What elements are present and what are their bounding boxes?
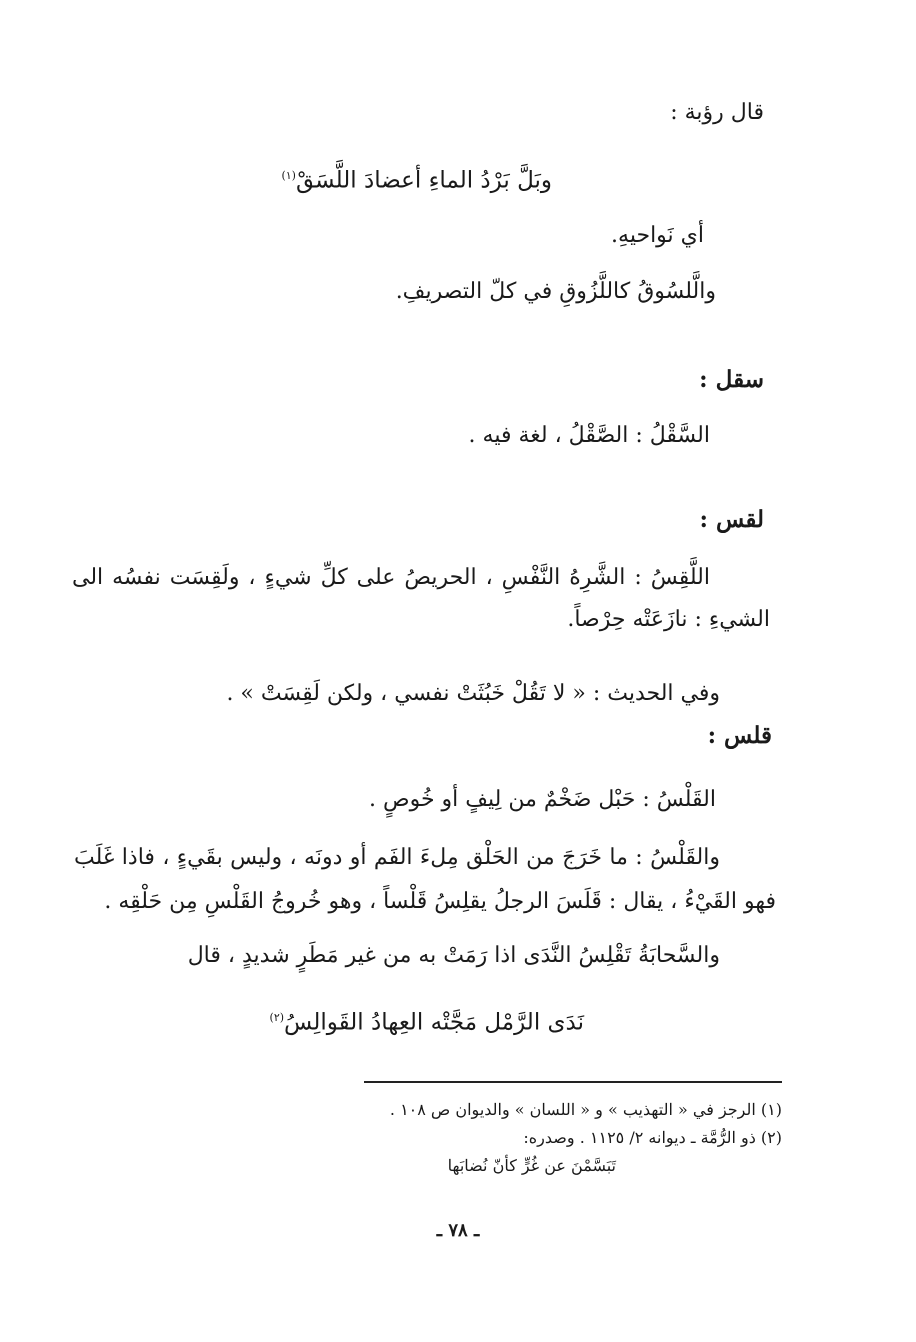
page-number: ـ ٧٨ ـ: [436, 1220, 480, 1241]
footnote-divider: [364, 1081, 782, 1083]
text-line: القَلْسُ : حَبْل ضَخْمٌ من لِيفٍ أو خُوصٍ .: [369, 787, 716, 812]
footnote-verse: تَبَسَّمْنَ عن غُرٍّ كأنّ نُضابَها: [447, 1156, 616, 1175]
footnote-2: (٢) ذو الرُّمَّة ـ ديوانه ٢/ ١١٢٥ . وصدره:: [523, 1128, 782, 1147]
entry-heading-saql: سقل :: [699, 366, 764, 393]
verse-line: [270, 1002, 584, 1039]
text-line: أي نَواحيهِ.: [611, 223, 704, 248]
verse-text: نَدَى الرَّمْل مَجَّتْه العِهادُ القَوالِسُ: [284, 1009, 584, 1036]
entry-heading-laqs: لقس :: [699, 506, 764, 533]
text-line: وفي الحديث : « لا تَقُلْ خَبُثَتْ نفسي ، ولكن لَقِسَتْ » .: [226, 681, 720, 706]
verse-line: [281, 160, 552, 197]
text-line: والَّلسُوقُ كاللَّزُوقِ في كلّ التصريفِ.: [395, 279, 716, 304]
footnote-1: (١) الرجز في « التهذيب » و « اللسان » والديوان ص ١٠٨ .: [389, 1100, 782, 1119]
text-line: والقَلْسُ : ما خَرَجَ من الحَلْق مِلءَ الفَم أو دونَه ، وليس بقَيءٍ ، فاذا غَلَبَ: [74, 845, 720, 870]
text-line: الشيءِ : نازَعَتْه حِرْصاً.: [567, 607, 770, 632]
text-line: فهو القَيْءُ ، يقال : قَلَسَ الرجلُ يقلِسُ قَلْساً ، وهو خُروجُ القَلْسِ مِن حَلْقِه .: [104, 889, 776, 914]
footnote-ref: (٢): [269, 1011, 285, 1024]
text-line: السَّقْلُ : الصَّقْلُ ، لغة فيه .: [468, 423, 710, 448]
footnote-ref: (١): [281, 169, 296, 182]
text-line-intro: قال رؤبة :: [670, 100, 764, 125]
text-line: اللَّقِسُ : الشَّرِهُ النَّفْسِ ، الحريصُ على كلِّ شيءٍ ، ولَقِسَت نفسُه الى: [72, 565, 710, 590]
entry-heading-qals: قلس :: [707, 722, 772, 749]
text-line: والسَّحابَةُ تَقْلِسُ النَّدَى اذا رَمَتْ به من غير مَطَرٍ شديدٍ ، قال: [187, 943, 720, 968]
verse-text: وبَلَّ بَرْدُ الماءِ أعضادَ اللَّسَقْ: [295, 167, 552, 194]
